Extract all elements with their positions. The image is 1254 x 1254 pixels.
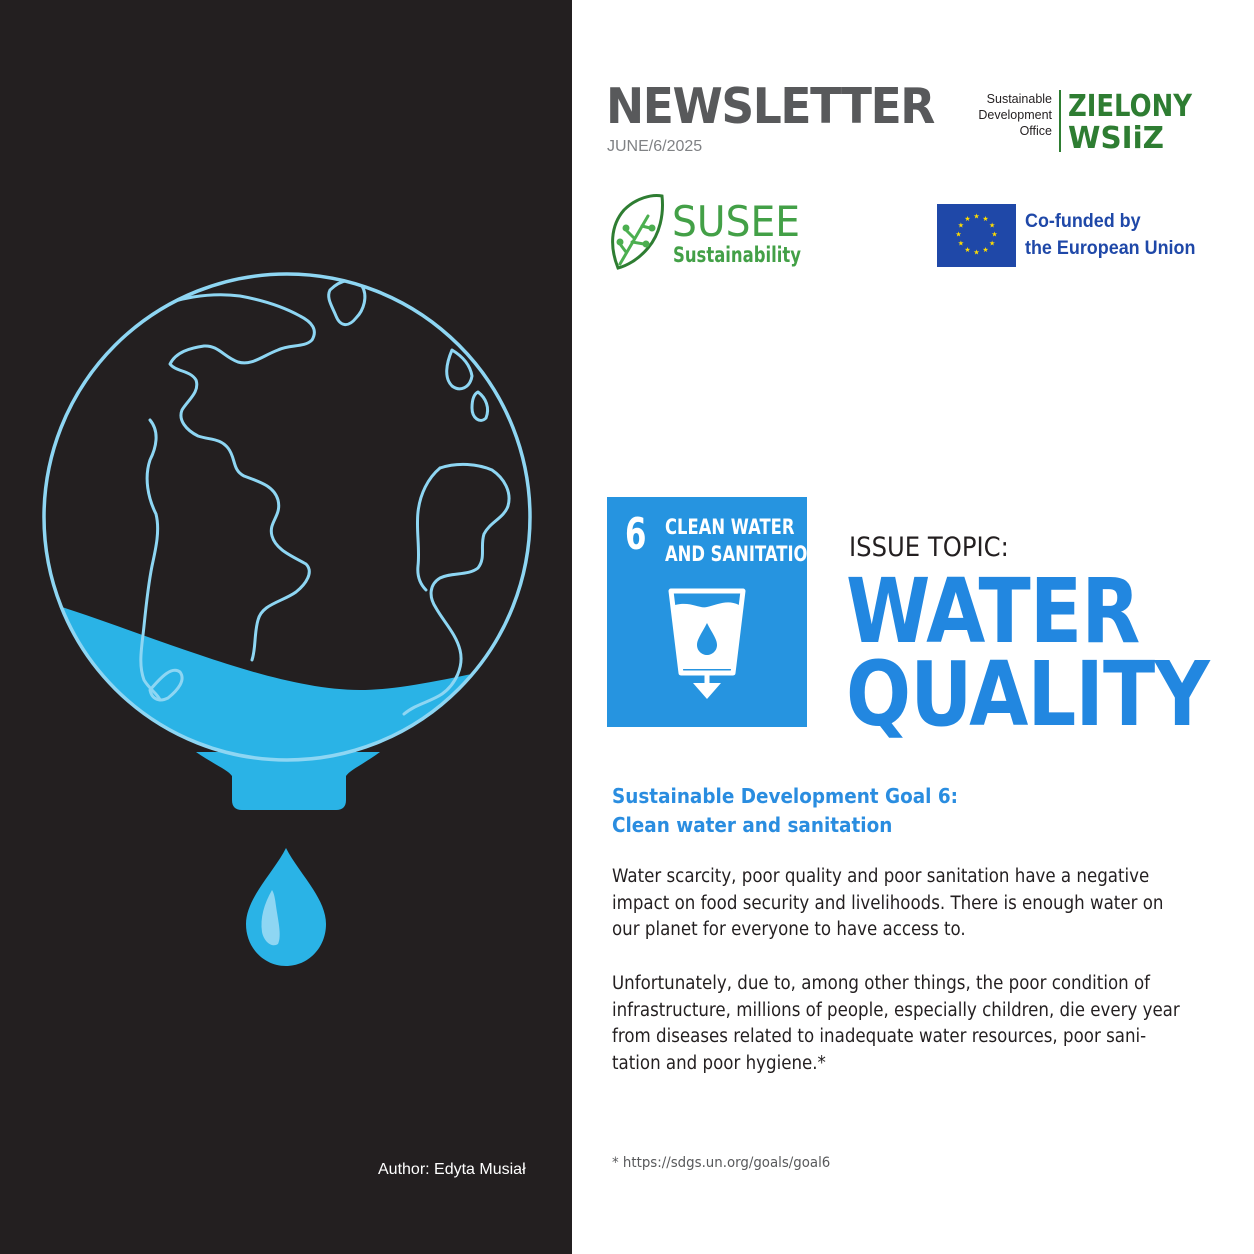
svg-text:★: ★ <box>964 214 971 223</box>
body-line: from diseases related to inadequate water resources, poor sani- <box>612 1026 1147 1047</box>
body-line: tation and poor hygiene.* <box>612 1052 826 1074</box>
leaf-circuit-icon <box>613 196 663 268</box>
svg-text:★: ★ <box>991 230 998 239</box>
svg-text:★: ★ <box>973 212 980 221</box>
susee-name: SUSEE <box>672 197 800 246</box>
svg-text:★: ★ <box>973 248 980 257</box>
sdg6-tile <box>607 497 822 727</box>
eu-cofunded-text <box>1025 208 1195 262</box>
globe-water-illustration <box>0 0 572 1254</box>
issue-topic-label: ISSUE TOPIC: <box>849 532 1009 563</box>
office-divider <box>1059 90 1061 152</box>
footnote-link[interactable]: * https://sdgs.un.org/goals/goal6 <box>612 1155 831 1171</box>
topic-title-line: QUALITY <box>846 642 1209 746</box>
newsletter-title: NEWSLETTER <box>606 78 935 135</box>
svg-text:★: ★ <box>955 230 962 239</box>
eu-flag-icon <box>937 204 1016 267</box>
body-line: Unfortunately, due to, among other things, the poor condition of <box>612 973 1151 994</box>
body-line: our planet for everyone to have access to. <box>612 919 966 940</box>
svg-text:★: ★ <box>957 221 965 230</box>
svg-text:★: ★ <box>988 221 996 230</box>
goal-heading-line: Clean water and sanitation <box>612 813 893 837</box>
author-credit: Author: Edyta Musiał <box>378 1161 526 1178</box>
body-paragraph-2 <box>612 971 1180 1077</box>
eu-line: the European Union <box>1025 237 1196 259</box>
sdg-label-line: AND SANITATION <box>665 542 822 566</box>
water-glass-icon <box>667 587 747 707</box>
svg-text:★: ★ <box>957 239 965 248</box>
susee-logo <box>606 192 806 272</box>
zielony-wsiiz-logo <box>1068 86 1196 156</box>
sdg-label <box>665 514 821 568</box>
body-line: Water scarcity, poor quality and poor sanitation have a negative <box>612 866 1150 887</box>
topic-title-line: WATER <box>846 559 1140 663</box>
office-line: Sustainable <box>986 92 1052 106</box>
continent-outlines <box>141 280 509 714</box>
svg-text:★: ★ <box>964 246 971 255</box>
body-line: infrastructure, millions of people, especially children, die every year <box>612 999 1180 1021</box>
sdg-label-line: CLEAN WATER <box>665 515 795 539</box>
susee-tagline: Sustainability <box>673 243 802 267</box>
svg-text:★: ★ <box>982 246 989 255</box>
office-label <box>960 91 1052 139</box>
left-panel <box>0 0 572 1254</box>
body-paragraph-1 <box>612 864 1164 944</box>
eu-line: Co-funded by <box>1025 210 1141 232</box>
goal-heading-line: Sustainable Development Goal 6: <box>612 784 959 808</box>
svg-text:★: ★ <box>988 239 996 248</box>
zw-line2: WSIiZ <box>1068 121 1164 156</box>
svg-text:★: ★ <box>982 214 989 223</box>
water-drop <box>246 848 326 966</box>
office-line: Development <box>978 108 1052 122</box>
body-line: impact on food security and livelihoods. There is enough water on <box>612 892 1164 914</box>
sdg-number: 6 <box>625 509 647 560</box>
zw-line1: ZIELONY <box>1068 89 1194 124</box>
newsletter-date: JUNE/6/2025 <box>607 138 703 155</box>
office-line: Office <box>1019 124 1052 138</box>
